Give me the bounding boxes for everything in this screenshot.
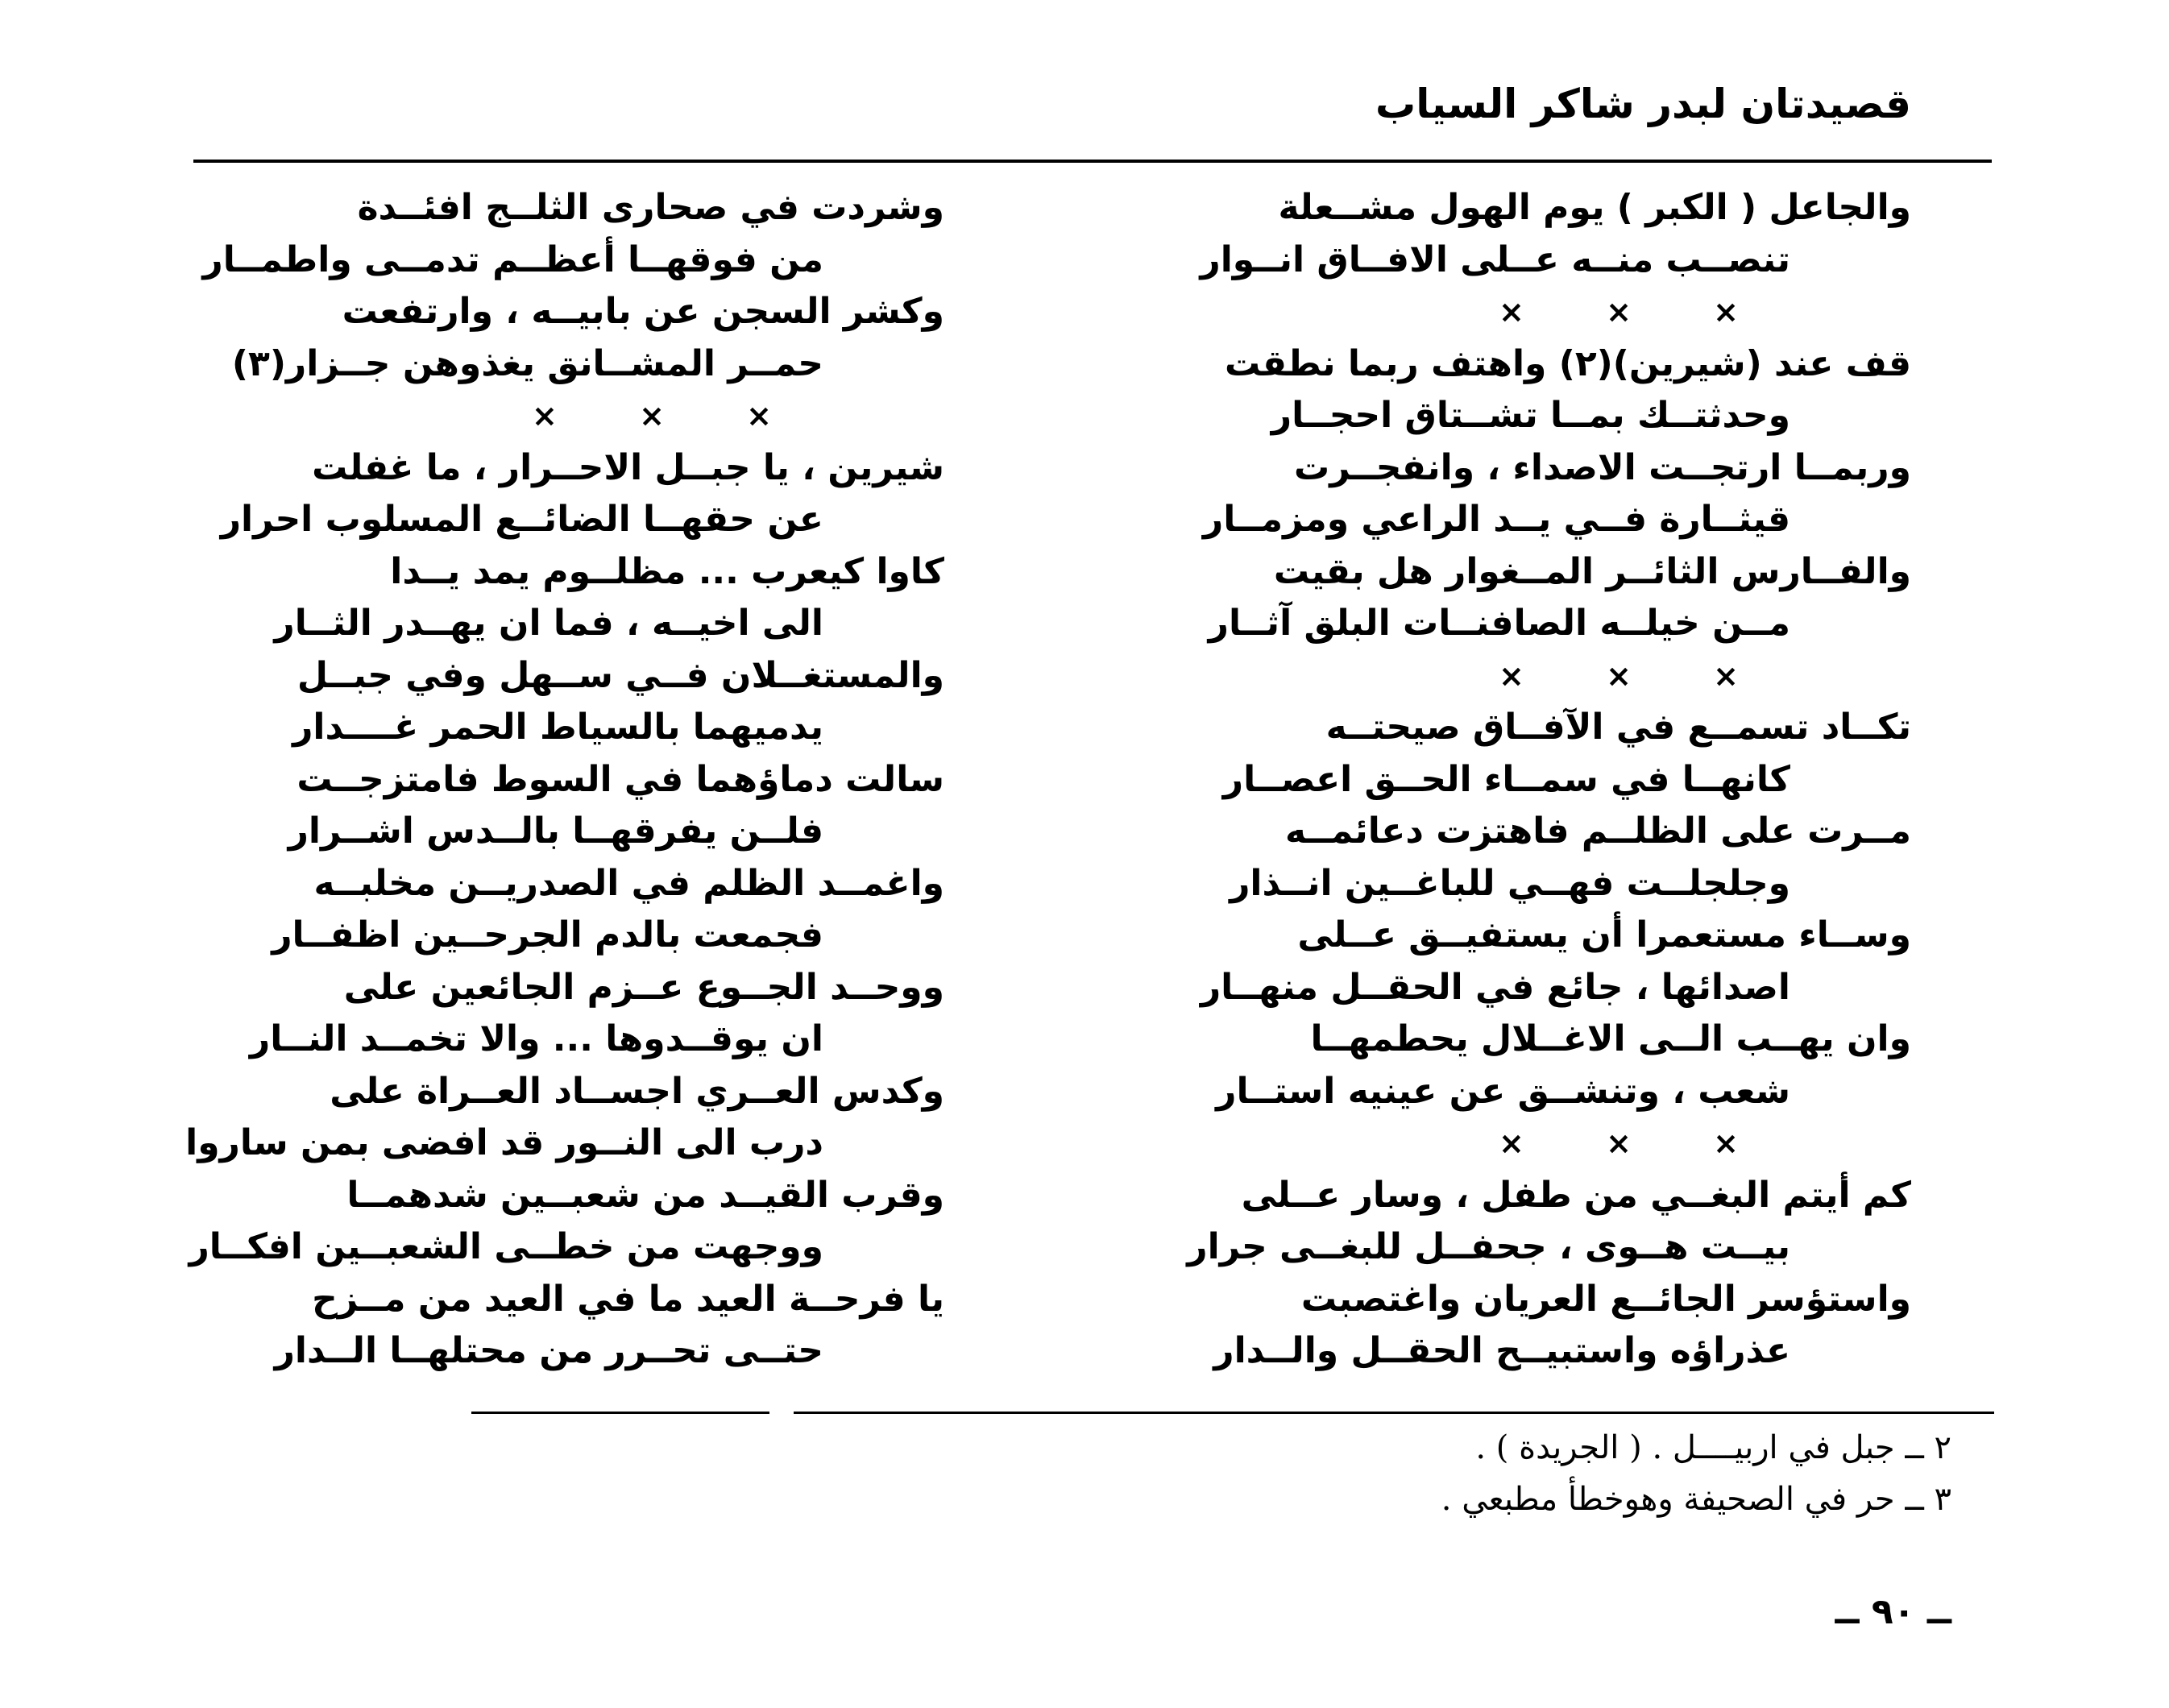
- verse-line: درب الى النــور قد افضى بمن ساروا: [185, 1122, 823, 1163]
- verse-line: كم أيتم البغــي من طفل ، وسار عــلى: [1241, 1174, 1911, 1216]
- verse-line: من فوقهــا أعظــم تدمــى واطمــار: [202, 238, 823, 280]
- verse-line: سالت دماؤهما في السوط فامتزجــت: [297, 758, 944, 800]
- verse-line: عذراؤه واستبيــح الحقــل والــدار: [1213, 1330, 1790, 1371]
- verse-line: والمستغــلان فــي ســهل وفي جبــل: [297, 654, 944, 696]
- footnotes: [1441, 1422, 1951, 1525]
- footnote-3: ٣ ــ حر في الصحيفة وهوخطأ مطبعي .: [1441, 1481, 1951, 1518]
- stanza-separator: × × ×: [1499, 294, 1774, 330]
- verse-line: اصدائها ، جائع في الحقــل منهــار: [1200, 966, 1790, 1008]
- verse-line: وان يهــب الــى الاغــلال يحطمهــا: [1310, 1018, 1911, 1059]
- verse-line: ووحــد الجــوع عــزم الجائعين على: [343, 966, 944, 1008]
- verse-line: عن حقهــا الضائــع المسلوب احرار: [220, 499, 823, 540]
- stanza-separator: × × ×: [1499, 1126, 1774, 1161]
- verse-line: تكــاد تسمــع في الآفــاق صيحتــه: [1325, 707, 1911, 748]
- verse-line: واستؤسر الجائــع العريان واغتصبت: [1300, 1278, 1911, 1320]
- verse-line: فلــن يفرقهــا بالــدس اشــرار: [288, 810, 823, 852]
- verse-line: وكدس العــري اجســاد العــراة على: [330, 1070, 944, 1112]
- poem-column-left: [0, 182, 944, 1378]
- verse-line: كاوا كيعرب ... مظلــوم يمد يــدا: [390, 550, 944, 592]
- header-rule: [193, 160, 1992, 163]
- verse-line: ان يوقــدوها ... والا تخمــد النــار: [249, 1018, 823, 1059]
- verse-line: وربمــا ارتجــت الاصداء ، وانفجــرت: [1294, 446, 1911, 488]
- verse-line: وقرب القيــد من شعبــين شدهمــا: [346, 1174, 944, 1216]
- verse-line: قيثــارة فــي يــد الراعي ومزمــار: [1202, 499, 1790, 540]
- verse-line: واغمــد الظلم في الصدريــن مخلبــه: [313, 862, 944, 904]
- verse-line: شيرين ، يا جبــل الاحــرار ، ما غفلت: [312, 446, 944, 488]
- verse-line: وشردت في صحارى الثلــج افئــدة: [357, 187, 944, 228]
- verse-line: يدميهما بالسياط الحمر غــــدار: [292, 707, 823, 748]
- footnote-2: ٢ ــ جبل في اربيــــل . ( الجريدة ) .: [1475, 1429, 1951, 1466]
- verse-line: قف عند (شيرين)(٢) واهتف ربما نطقت: [1224, 342, 1911, 384]
- verse-line: حتــى تحــرر من محتلهــا الــدار: [274, 1330, 823, 1371]
- verse-line: كانهــا في سمــاء الحــق اعصــار: [1222, 758, 1790, 800]
- verse-line: وكشر السجن عن بابيــه ، وارتفعت: [342, 291, 944, 332]
- poem-column-right: [960, 182, 1911, 1378]
- footnote-rule: [794, 1412, 1994, 1414]
- verse-line: تنصــب منــه عــلى الافــاق انــوار: [1200, 238, 1790, 280]
- verse-line: بيــت هــوى ، جحفــل للبغــى جرار: [1187, 1226, 1790, 1267]
- verse-line: وحدثتــك بمــا تشــتاق احجــار: [1271, 395, 1790, 436]
- verse-line: والفــارس الثائــر المــغوار هل بقيت: [1273, 550, 1911, 592]
- verse-line: وســاء مستعمرا أن يستفيــق عــلى: [1297, 914, 1911, 956]
- verse-line: ووجهت من خطــى الشعبــين افكــار: [189, 1226, 823, 1267]
- verse-line: مــن خيلــه الصافنــات البلق آثــار: [1208, 603, 1790, 644]
- stanza-separator: × × ×: [1499, 657, 1774, 694]
- verse-line: يا فرحــة العيد ما في العيد من مــزح: [312, 1278, 944, 1320]
- page-header-title: قصيدتان لبدر شاكر السياب: [1375, 81, 1911, 127]
- verse-line: الى اخيــه ، فما ان يهــدر الثــار: [274, 603, 823, 644]
- verse-line: حمــر المشــانق يغذوهن جــزار(٣): [231, 342, 823, 384]
- verse-line: مــرت على الظلــم فاهتزت دعائمــه: [1284, 810, 1911, 852]
- stanza-separator: × × ×: [532, 398, 807, 433]
- verse-line: شعب ، وتنشــق عن عينيه استــار: [1216, 1070, 1790, 1112]
- verse-line: وجلجلــت فهــي للباغــين انــذار: [1230, 862, 1790, 904]
- verse-line: فجمعت بالدم الجرحــين اظفــار: [272, 914, 823, 956]
- page-number: ــ ٩٠ ــ: [1835, 1591, 1951, 1632]
- verse-line: والجاعل ( الكبر ) يوم الهول مشــعلة: [1278, 187, 1911, 228]
- footnote-rule-left-short: [471, 1412, 769, 1414]
